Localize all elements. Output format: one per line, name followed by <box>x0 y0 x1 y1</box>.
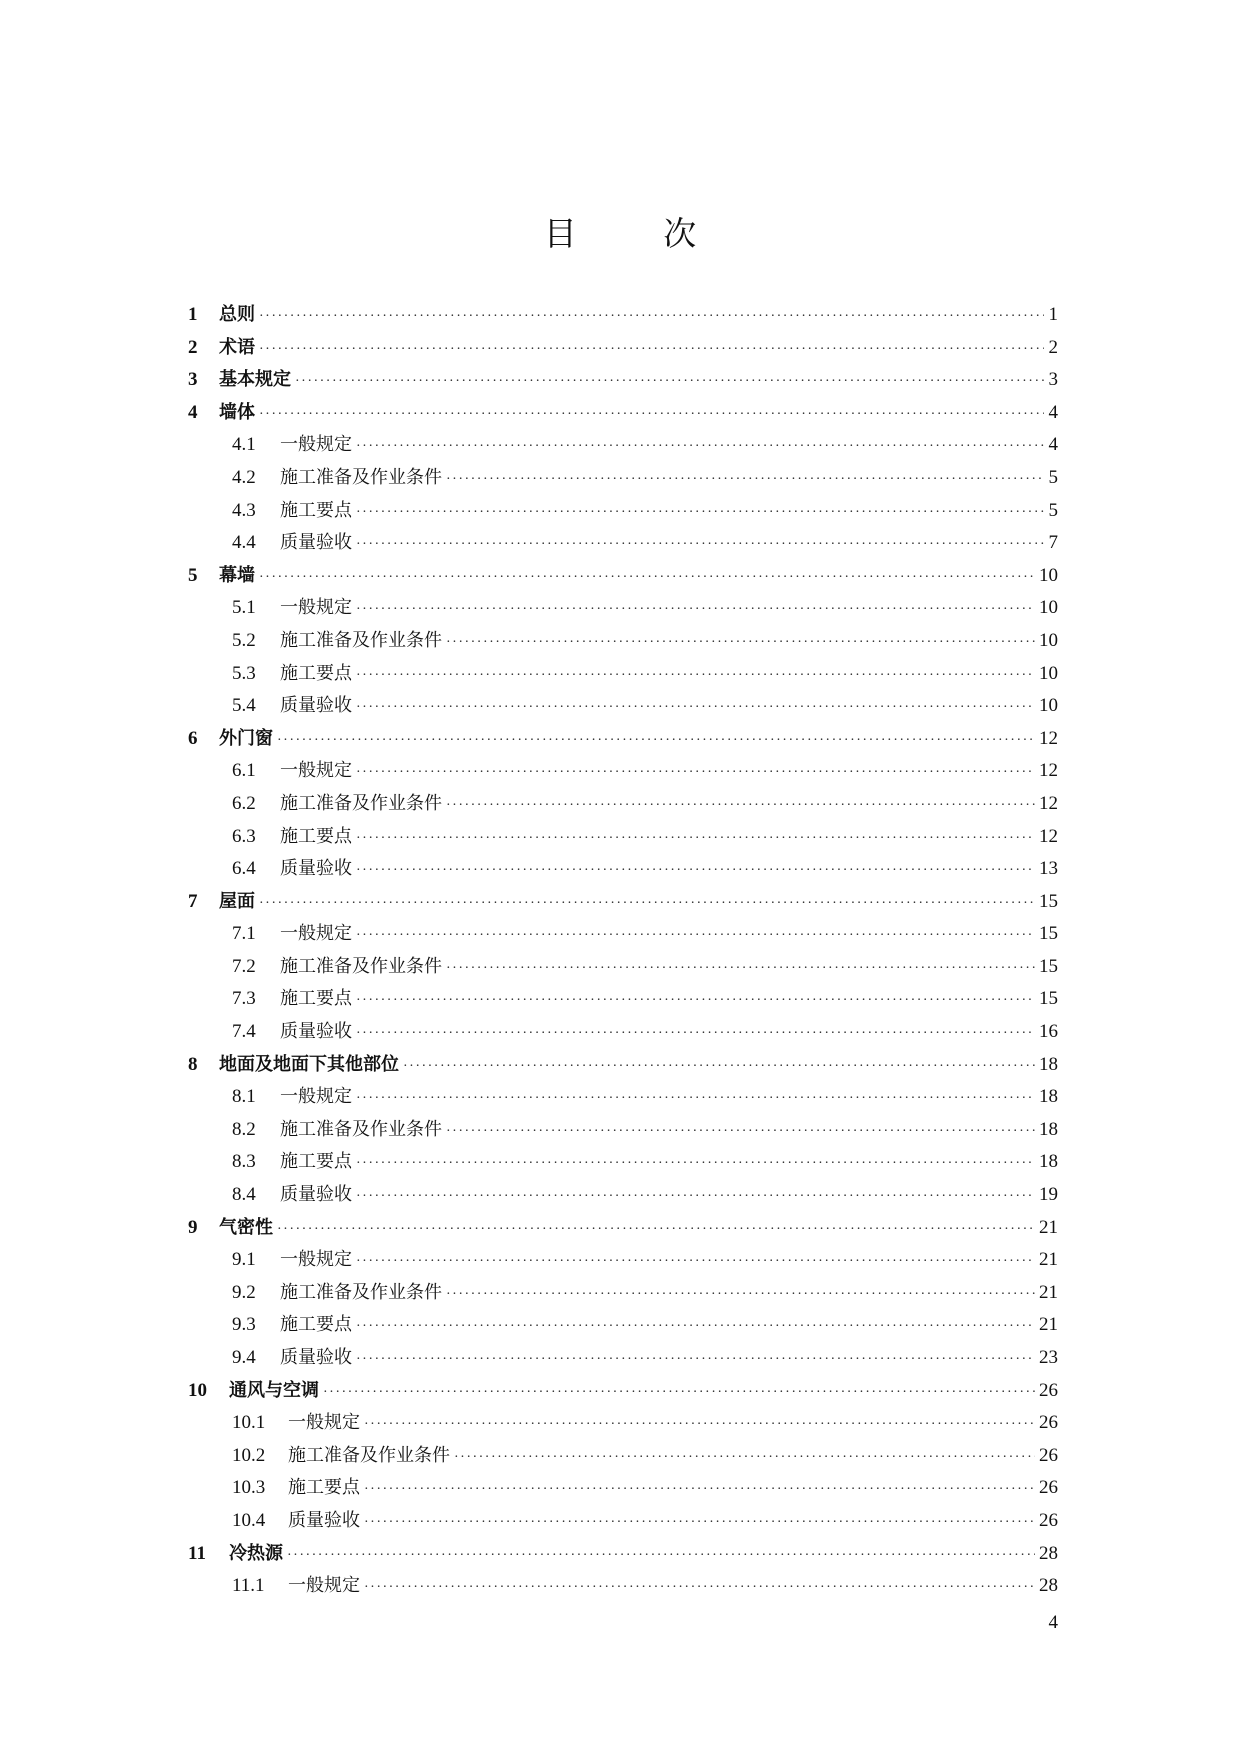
toc-chapter-entry[interactable] <box>188 1375 1058 1408</box>
toc-section-entry[interactable] <box>188 1179 1058 1212</box>
toc-entry-title: 施工要点 <box>280 825 352 847</box>
toc-entry-number: 10.1 <box>232 1412 266 1434</box>
toc-entry-number: 5.4 <box>232 695 256 717</box>
toc-entry-title: 总则 <box>219 304 255 325</box>
toc-section-entry[interactable] <box>188 1244 1058 1277</box>
toc-chapter-entry[interactable] <box>188 723 1058 756</box>
toc-dot-leader <box>454 1442 1035 1475</box>
toc-entry-number: 10 <box>188 1379 207 1401</box>
toc-entry-page: 10 <box>1039 564 1058 586</box>
toc-entry-number: 4.3 <box>232 499 256 521</box>
toc-entry-number: 7 <box>188 890 198 912</box>
toc-section-entry[interactable] <box>188 1309 1058 1342</box>
toc-section-entry[interactable] <box>188 658 1058 691</box>
toc-entry-number: 7.2 <box>232 955 256 977</box>
toc-dot-leader <box>356 1311 1035 1344</box>
toc-entry-number: 7.3 <box>232 988 256 1010</box>
toc-entry-title: 施工要点 <box>280 1151 352 1173</box>
toc-entry-page: 28 <box>1039 1542 1058 1564</box>
toc-entry-title: 施工准备及作业条件 <box>280 466 442 488</box>
toc-entry-page: 15 <box>1039 988 1058 1010</box>
toc-dot-leader <box>356 1246 1035 1279</box>
toc-section-entry[interactable] <box>188 853 1058 886</box>
toc-section-entry[interactable] <box>188 788 1058 821</box>
toc-entry-number: 6 <box>188 727 198 749</box>
toc-entry-title: 通风与空调 <box>229 1379 319 1401</box>
toc-dot-leader <box>259 399 1044 432</box>
toc-entry-page: 23 <box>1039 1347 1058 1368</box>
toc-entry-title: 施工准备及作业条件 <box>288 1444 450 1466</box>
toc-dot-leader <box>356 497 1044 530</box>
toc-dot-leader <box>356 920 1035 953</box>
toc-dot-leader <box>277 725 1035 758</box>
toc-section-entry[interactable] <box>188 429 1058 462</box>
toc-entry-page: 5 <box>1048 499 1058 521</box>
toc-section-entry[interactable] <box>188 1505 1058 1538</box>
toc-entry-title: 质量验收 <box>280 1347 352 1368</box>
toc-entry-page: 1 <box>1048 304 1058 325</box>
toc-entry-title: 施工准备及作业条件 <box>280 629 442 651</box>
toc-entry-number: 9.3 <box>232 1314 256 1336</box>
toc-entry-title: 质量验收 <box>280 695 352 717</box>
toc-entry-page: 21 <box>1039 1281 1058 1303</box>
toc-dot-leader <box>356 1344 1035 1377</box>
toc-entry-number: 8 <box>188 1053 198 1075</box>
toc-dot-leader <box>356 692 1035 725</box>
toc-entry-page: 18 <box>1039 1118 1058 1140</box>
toc-section-entry[interactable] <box>188 1081 1058 1114</box>
toc-entry-title: 施工要点 <box>280 662 352 684</box>
toc-dot-leader <box>364 1409 1035 1442</box>
toc-section-entry[interactable] <box>188 1570 1058 1603</box>
toc-dot-leader <box>446 953 1035 986</box>
toc-entry-page: 15 <box>1039 955 1058 977</box>
toc-entry-title: 屋面 <box>219 890 255 912</box>
toc-entry-title: 基本规定 <box>219 369 291 391</box>
toc-entry-page: 19 <box>1039 1184 1058 1206</box>
toc-entry-number: 8.3 <box>232 1151 256 1173</box>
toc-entry-number: 8.2 <box>232 1118 256 1140</box>
toc-entry-page: 26 <box>1039 1444 1058 1466</box>
toc-dot-leader <box>356 757 1035 790</box>
toc-entry-title: 施工准备及作业条件 <box>280 1118 442 1140</box>
toc-entry-title: 施工要点 <box>280 499 352 521</box>
toc-entry-number: 5.1 <box>232 597 256 619</box>
toc-entry-number: 3 <box>188 369 198 391</box>
toc-entry-title: 质量验收 <box>280 1021 352 1043</box>
toc-entry-page: 7 <box>1048 532 1058 554</box>
toc-section-entry[interactable] <box>188 1277 1058 1310</box>
toc-section-entry[interactable] <box>188 495 1058 528</box>
toc-entry-page: 13 <box>1039 858 1058 880</box>
toc-entry-page: 26 <box>1039 1379 1058 1401</box>
toc-entry-title: 一般规定 <box>280 434 352 456</box>
toc-dot-leader <box>356 985 1035 1018</box>
toc-entry-title: 施工要点 <box>280 988 352 1010</box>
toc-chapter-entry[interactable] <box>188 886 1058 919</box>
toc-entry-number: 11 <box>188 1542 206 1564</box>
toc-dot-leader <box>287 1540 1035 1573</box>
toc-entry-number: 9 <box>188 1216 198 1238</box>
toc-entry-page: 4 <box>1048 434 1058 456</box>
toc-dot-leader <box>403 1051 1035 1084</box>
toc-entry-page: 15 <box>1039 890 1058 912</box>
toc-chapter-entry[interactable] <box>188 332 1058 365</box>
toc-entry-title: 墙体 <box>219 401 255 423</box>
toc-entry-number: 6.4 <box>232 858 256 880</box>
toc-section-entry[interactable] <box>188 1342 1058 1375</box>
toc-section-entry[interactable] <box>188 690 1058 723</box>
toc-dot-leader <box>295 366 1044 399</box>
toc-entry-page: 26 <box>1039 1412 1058 1434</box>
toc-dot-leader <box>446 627 1035 660</box>
toc-entry-page: 12 <box>1039 792 1058 814</box>
toc-section-entry[interactable] <box>188 983 1058 1016</box>
toc-chapter-entry[interactable] <box>188 1049 1058 1082</box>
toc-dot-leader <box>356 855 1035 888</box>
toc-entry-title: 幕墙 <box>219 564 255 586</box>
toc-entry-title: 一般规定 <box>280 923 352 945</box>
toc-entry-page: 28 <box>1039 1575 1058 1597</box>
toc-entry-number: 8.1 <box>232 1086 256 1108</box>
toc-entry-number: 2 <box>188 336 198 358</box>
toc-entry-number: 5.2 <box>232 629 256 651</box>
toc-section-entry[interactable] <box>188 1114 1058 1147</box>
toc-entry-number: 6.3 <box>232 825 256 847</box>
toc-entry-page: 2 <box>1048 336 1058 358</box>
toc-entry-number: 7.1 <box>232 923 256 945</box>
toc-entry-page: 26 <box>1039 1509 1058 1531</box>
toc-entry-page: 10 <box>1039 695 1058 717</box>
toc-entry-number: 6.2 <box>232 792 256 814</box>
page-title: 目 次 <box>543 214 735 253</box>
toc-section-entry[interactable] <box>188 1146 1058 1179</box>
toc-entry-title: 地面及地面下其他部位 <box>219 1053 399 1075</box>
toc-entry-number: 9.1 <box>232 1249 256 1271</box>
toc-dot-leader <box>259 562 1035 595</box>
toc-entry-title: 一般规定 <box>280 1249 352 1271</box>
toc-entry-page: 10 <box>1039 597 1058 619</box>
toc-section-entry[interactable] <box>188 821 1058 854</box>
toc-chapter-entry[interactable] <box>188 1212 1058 1245</box>
toc-dot-leader <box>356 823 1035 856</box>
toc-entry-number: 6.1 <box>232 760 256 782</box>
toc-entry-title: 施工要点 <box>288 1477 360 1499</box>
toc-chapter-entry[interactable] <box>188 397 1058 430</box>
toc-section-entry[interactable] <box>188 1407 1058 1440</box>
toc-entry-page: 10 <box>1039 662 1058 684</box>
toc-entry-number: 5.3 <box>232 662 256 684</box>
toc-section-entry[interactable] <box>188 755 1058 788</box>
toc-dot-leader <box>446 1279 1035 1312</box>
toc-section-entry[interactable] <box>188 918 1058 951</box>
toc-chapter-entry[interactable] <box>188 364 1058 397</box>
toc-section-entry[interactable] <box>188 951 1058 984</box>
toc-entry-title: 冷热源 <box>229 1542 283 1564</box>
toc-entry-title: 术语 <box>219 336 255 358</box>
toc-entry-page: 5 <box>1048 466 1058 488</box>
toc-entry-number: 5 <box>188 564 198 586</box>
toc-dot-leader <box>364 1474 1035 1507</box>
toc-entry-title: 一般规定 <box>288 1575 360 1597</box>
toc-entry-title: 一般规定 <box>288 1412 360 1434</box>
toc-entry-title: 施工要点 <box>280 1314 352 1336</box>
toc-section-entry[interactable] <box>188 1440 1058 1473</box>
toc-entry-page: 21 <box>1039 1249 1058 1271</box>
toc-dot-leader <box>446 790 1035 823</box>
toc-dot-leader <box>323 1377 1035 1410</box>
toc-entry-number: 1 <box>188 304 198 325</box>
toc-entry-title: 一般规定 <box>280 1086 352 1108</box>
toc-entry-number: 11.1 <box>232 1575 265 1597</box>
toc-dot-leader <box>259 334 1044 367</box>
toc-entry-number: 9.4 <box>232 1347 256 1368</box>
toc-entry-page: 3 <box>1048 369 1058 391</box>
table-of-contents <box>188 299 1058 1603</box>
toc-entry-page: 18 <box>1039 1086 1058 1108</box>
toc-entry-page: 21 <box>1039 1216 1058 1238</box>
toc-dot-leader <box>356 1018 1035 1051</box>
toc-dot-leader <box>259 888 1035 921</box>
toc-entry-number: 9.2 <box>232 1281 256 1303</box>
toc-entry-number: 10.2 <box>232 1444 266 1466</box>
toc-dot-leader <box>356 660 1035 693</box>
toc-section-entry[interactable] <box>188 592 1058 625</box>
toc-section-entry[interactable] <box>188 462 1058 495</box>
toc-section-entry[interactable] <box>188 527 1058 560</box>
toc-entry-title: 质量验收 <box>288 1509 360 1531</box>
toc-entry-page: 10 <box>1039 629 1058 651</box>
toc-chapter-entry[interactable] <box>188 299 1058 332</box>
toc-entry-page: 12 <box>1039 727 1058 749</box>
toc-entry-title: 一般规定 <box>280 760 352 782</box>
toc-entry-page: 16 <box>1039 1021 1058 1043</box>
toc-entry-page: 21 <box>1039 1314 1058 1336</box>
toc-entry-title: 外门窗 <box>219 727 273 749</box>
toc-entry-title: 施工准备及作业条件 <box>280 955 442 977</box>
toc-entry-page: 12 <box>1039 760 1058 782</box>
toc-entry-page: 12 <box>1039 825 1058 847</box>
toc-dot-leader <box>364 1507 1035 1540</box>
toc-entry-title: 施工准备及作业条件 <box>280 792 442 814</box>
toc-dot-leader <box>446 464 1044 497</box>
toc-section-entry[interactable] <box>188 625 1058 658</box>
toc-entry-number: 8.4 <box>232 1184 256 1206</box>
toc-entry-title: 一般规定 <box>280 597 352 619</box>
toc-entry-page: 4 <box>1048 401 1058 423</box>
toc-entry-number: 4.2 <box>232 466 256 488</box>
toc-entry-title: 气密性 <box>219 1216 273 1238</box>
toc-entry-number: 10.3 <box>232 1477 266 1499</box>
page-number: 4 <box>1048 1612 1058 1633</box>
toc-dot-leader <box>356 1181 1035 1214</box>
toc-entry-number: 4.4 <box>232 532 256 554</box>
toc-dot-leader <box>356 1083 1035 1116</box>
toc-entry-page: 18 <box>1039 1151 1058 1173</box>
toc-entry-title: 质量验收 <box>280 858 352 880</box>
toc-section-entry[interactable] <box>188 1016 1058 1049</box>
toc-dot-leader <box>446 1116 1035 1149</box>
toc-dot-leader <box>364 1572 1035 1605</box>
toc-section-entry[interactable] <box>188 1472 1058 1505</box>
toc-entry-number: 10.4 <box>232 1509 266 1531</box>
toc-entry-page: 26 <box>1039 1477 1058 1499</box>
toc-dot-leader <box>356 1148 1035 1181</box>
toc-entry-title: 施工准备及作业条件 <box>280 1281 442 1303</box>
toc-chapter-entry[interactable] <box>188 1538 1058 1571</box>
toc-entry-title: 质量验收 <box>280 532 352 554</box>
toc-entry-page: 15 <box>1039 923 1058 945</box>
toc-dot-leader <box>356 594 1035 627</box>
toc-entry-page: 18 <box>1039 1053 1058 1075</box>
toc-chapter-entry[interactable] <box>188 560 1058 593</box>
toc-dot-leader <box>356 529 1044 562</box>
toc-dot-leader <box>356 431 1044 464</box>
toc-dot-leader <box>277 1214 1035 1247</box>
toc-entry-number: 7.4 <box>232 1021 256 1043</box>
toc-entry-number: 4 <box>188 401 198 423</box>
toc-dot-leader <box>259 301 1044 334</box>
toc-entry-title: 质量验收 <box>280 1184 352 1206</box>
toc-entry-number: 4.1 <box>232 434 256 456</box>
